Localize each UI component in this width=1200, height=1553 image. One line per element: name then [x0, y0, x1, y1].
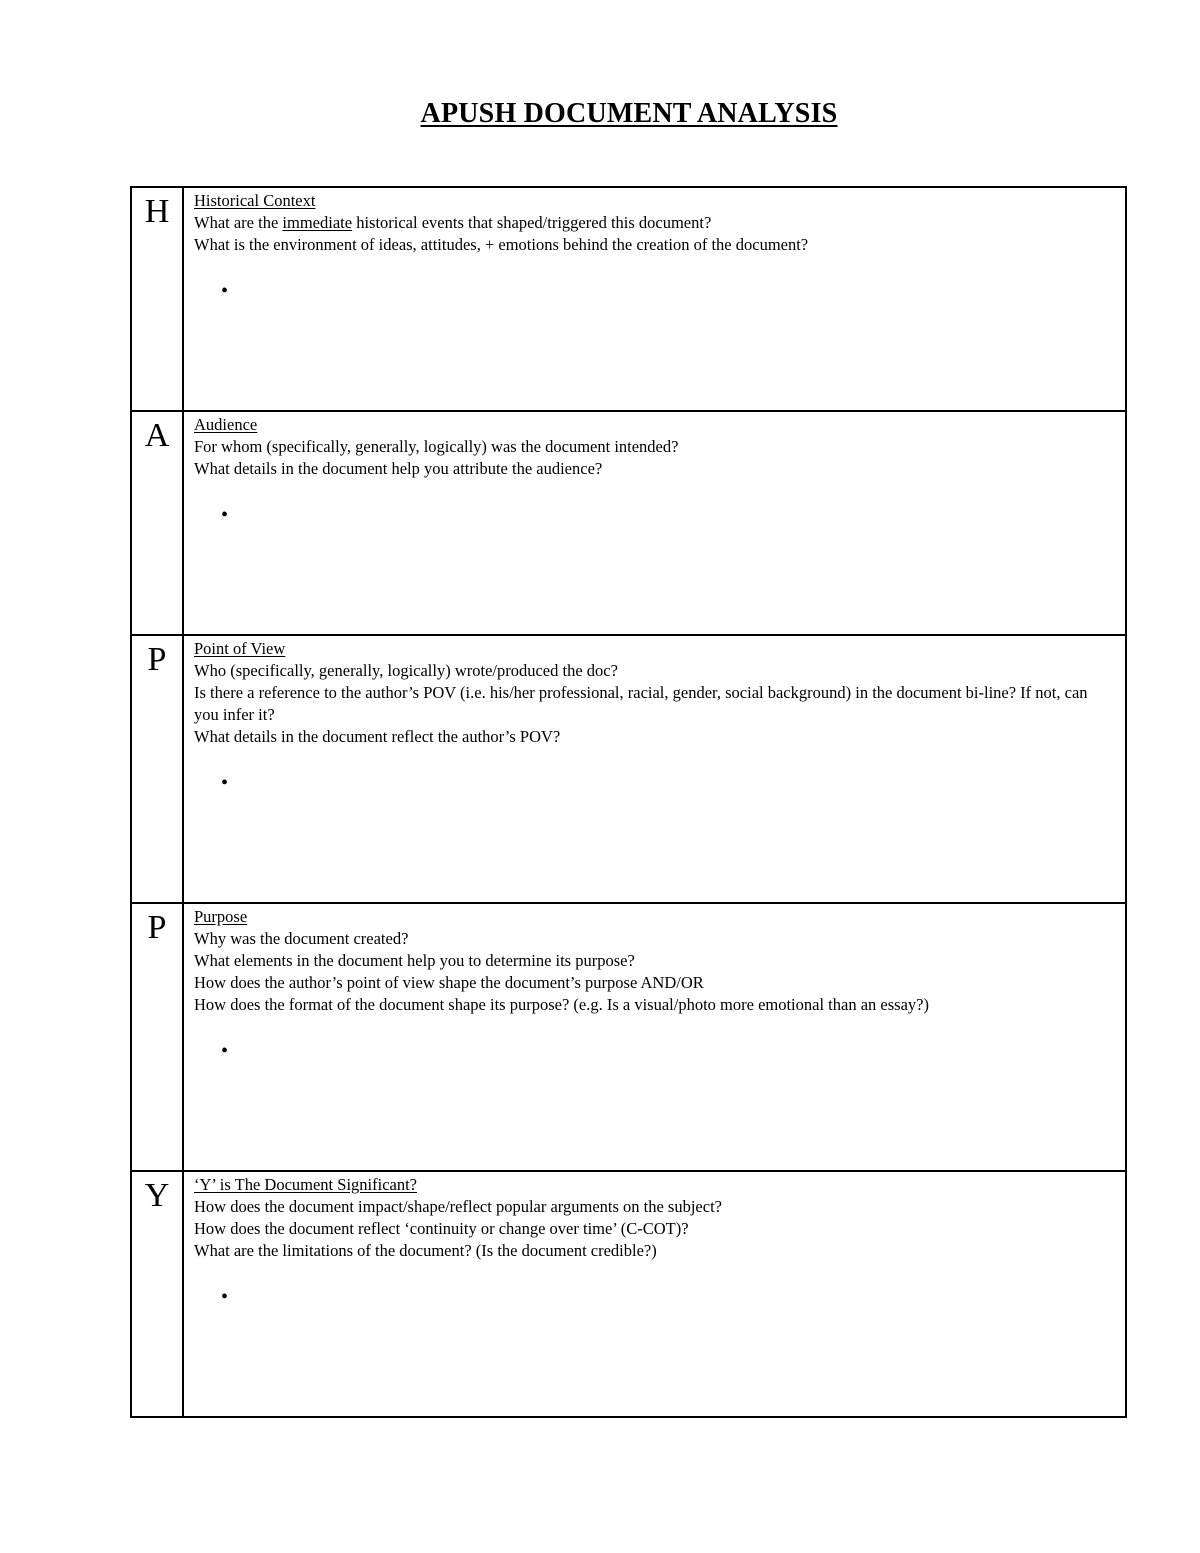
- row-letter: H: [144, 193, 170, 230]
- table-row-point-of-view: [131, 635, 1126, 903]
- content-cell: [183, 187, 1126, 411]
- answer-bullet[interactable]: •: [221, 1286, 229, 1308]
- question-line: How does the document reflect ‘continuity or change over time’ (C-COT)?: [194, 1219, 689, 1238]
- analysis-table: [130, 186, 1127, 1418]
- question-line: What are the limitations of the document? (Is the document credible?): [194, 1241, 657, 1260]
- row-heading: Purpose: [194, 907, 248, 926]
- content-cell: [183, 1171, 1126, 1417]
- letter-cell: [131, 1171, 183, 1417]
- question-line: For whom (specifically, generally, logically) was the document intended?: [194, 437, 679, 456]
- row-letter: P: [147, 909, 167, 946]
- document-title: APUSH DOCUMENT ANALYSIS: [420, 98, 838, 129]
- question-line: What is the environment of ideas, attitudes, + emotions behind the creation of the document?: [194, 235, 809, 254]
- answer-bullet[interactable]: •: [221, 1040, 229, 1062]
- content-cell: [183, 411, 1126, 635]
- row-heading: Point of View: [194, 639, 286, 658]
- row-heading: Audience: [194, 415, 258, 434]
- letter-cell: [131, 411, 183, 635]
- answer-bullet[interactable]: •: [221, 772, 229, 794]
- question-line: What details in the document help you attribute the audience?: [194, 459, 603, 478]
- table-row-significance: [131, 1171, 1126, 1417]
- question-line: [194, 212, 1115, 234]
- content-cell: [183, 635, 1126, 903]
- row-heading: ‘Y’ is The Document Significant?: [194, 1175, 417, 1194]
- answer-bullet[interactable]: •: [221, 504, 229, 526]
- letter-cell: [131, 903, 183, 1171]
- question-text: What are the: [194, 213, 283, 232]
- table-row-historical-context: [131, 187, 1126, 411]
- table-row-purpose: [131, 903, 1126, 1171]
- question-line: How does the format of the document shape its purpose? (e.g. Is a visual/photo more emotional than an essay?): [194, 995, 929, 1014]
- question-line: Who (specifically, generally, logically) wrote/produced the doc?: [194, 661, 618, 680]
- question-line: How does the document impact/shape/reflect popular arguments on the subject?: [194, 1197, 722, 1216]
- row-letter: Y: [144, 1177, 170, 1214]
- row-letter: A: [144, 417, 170, 454]
- question-line: What details in the document reflect the author’s POV?: [194, 727, 561, 746]
- emphasized-word: immediate: [282, 213, 353, 232]
- question-line: Is there a reference to the author’s POV (i.e. his/her professional, racial, gender, social background) in the document bi-line? If not, can you infer it?: [194, 683, 1088, 724]
- answer-bullet[interactable]: •: [221, 280, 229, 302]
- row-heading: Historical Context: [194, 191, 316, 210]
- content-cell: [183, 903, 1126, 1171]
- letter-cell: [131, 187, 183, 411]
- table-row-audience: [131, 411, 1126, 635]
- question-line: What elements in the document help you to determine its purpose?: [194, 951, 635, 970]
- row-letter: P: [147, 641, 167, 678]
- letter-cell: [131, 635, 183, 903]
- question-text: historical events that shaped/triggered this document?: [352, 213, 712, 232]
- question-line: How does the author’s point of view shape the document’s purpose AND/OR: [194, 973, 704, 992]
- question-line: Why was the document created?: [194, 929, 409, 948]
